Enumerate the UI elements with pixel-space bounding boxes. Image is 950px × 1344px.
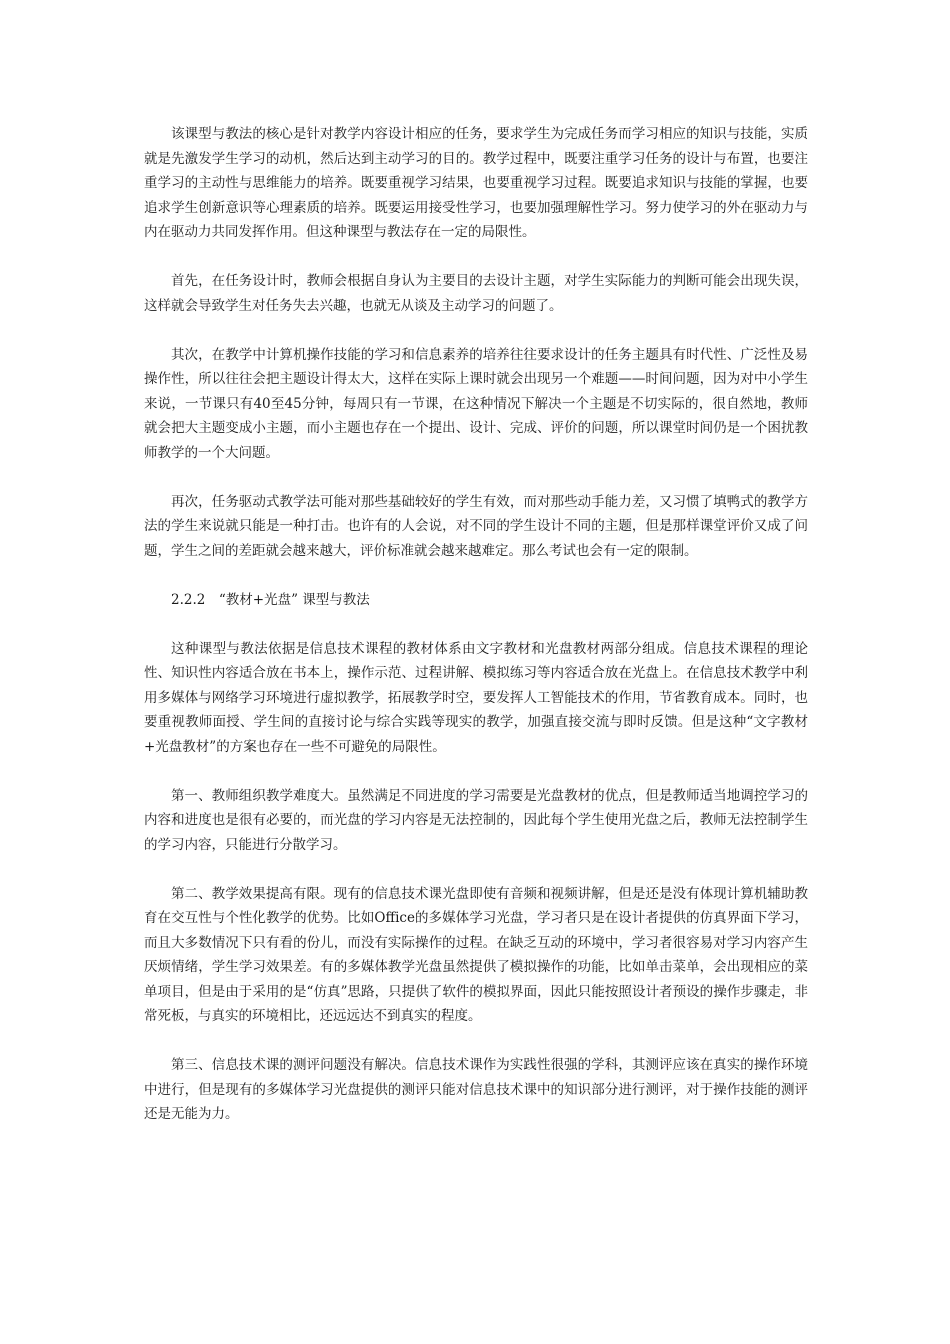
paragraph-point-one: 第一、教师组织教学难度大。虽然满足不同进度的学习需要是光盘教材的优点，但是教师适当地调控学习的内容和进度也是很有必要的，而光盘的学习内容是无法控制的，因此每个学生使用光盘之后，教师无法控制学生的学习内容，只能进行分散学习。	[144, 787, 808, 853]
section-heading: 2.2.2 “教材+光盘” 课型与教法	[171, 591, 370, 608]
paragraph-second-limitation: 其次，在教学中计算机操作技能的学习和信息素养的培养往往要求设计的任务主题具有时代性、广泛性及易操作性，所以往往会把主题设计得太大，这样在实际上课时就会出现另一个难题——时间问题，因为对中小学生来说，一节课只有40至45分钟，每周只有一节课，在这种情况下解决一个主题是不切实际的，很自然地，教师就会把大主题变成小主题，而小主题也存在一个提出、设计、完成、评价的问题，所以课堂时间仍是一个困扰教师教学的一个大问题。	[144, 346, 808, 461]
paragraph-textbook-disc-intro: 这种课型与教法依据是信息技术课程的教材体系由文字教材和光盘教材两部分组成。信息技术课程的理论性、知识性内容适合放在书本上，操作示范、过程讲解、模拟练习等内容适合放在光盘上。在信息技术教学中利用多媒体与网络学习环境进行虚拟教学，拓展教学时空，要发挥人工智能技术的作用，节省教育成本。同时，也要重视教师面授、学生间的直接讨论与综合实践等现实的教学，加强直接交流与即时反馈。但是这种“文字教材+光盘教材”的方案也存在一些不可避免的局限性。	[144, 640, 808, 755]
paragraph-point-three: 第三、信息技术课的测评问题没有解决。信息技术课作为实践性很强的学科，其测评应该在真实的操作环境中进行，但是现有的多媒体学习光盘提供的测评只能对信息技术课中的知识部分进行测评，对于操作技能的测评还是无能为力。	[144, 1057, 808, 1122]
paragraph-first-limitation: 首先，在任务设计时，教师会根据自身认为主要目的去设计主题，对学生实际能力的判断可能会出现失误，这样就会导致学生对任务失去兴趣，也就无从谈及主动学习的问题了。	[144, 273, 808, 314]
paragraph-third-limitation: 再次，任务驱动式教学法可能对那些基础较好的学生有效，而对那些动手能力差，又习惯了填鸭式的教学方法的学生来说就只能是一种打击。也许有的人会说，对不同的学生设计不同的主题，但是那样课堂评价又成了问题，学生之间的差距就会越来越大，评价标准就会越来越难定。那么考试也会有一定的限制。	[144, 493, 808, 559]
document-body	[144, 122, 808, 1151]
paragraph-point-two: 第二、教学效果提高有限。现有的信息技术课光盘即使有音频和视频讲解，但是还是没有体现计算机辅助教育在交互性与个性化教学的优势。比如Office的多媒体学习光盘，学习者只是在设计者提供的仿真界面下学习，而且大多数情况下只有看的份儿，而没有实际操作的过程。在缺乏互动的环境中，学习者很容易对学习内容产生厌烦情绪，学生学习效果差。有的多媒体教学光盘虽然提供了模拟操作的功能，比如单击菜单，会出现相应的菜单项目，但是由于采用的是“仿真”思路，只提供了软件的模拟界面，因此只能按照设计者预设的操作步骤走，非常死板，与真实的环境相比，还远远达不到真实的程度。	[144, 885, 808, 1024]
paragraph-task-driven-core: 该课型与教法的核心是针对教学内容设计相应的任务，要求学生为完成任务而学习相应的知识与技能，实质就是先激发学生学习的动机，然后达到主动学习的目的。教学过程中，既要注重学习任务的设计与布置，也要注重学习的主动性与思维能力的培养。既要重视学习结果，也要重视学习过程。既要追求知识与技能的掌握，也要追求学生创新意识等心理素质的培养。既要运用接受性学习，也要加强理解性学习。努力使学习的外在驱动力与内在驱动力共同发挥作用。但这种课型与教法存在一定的局限性。	[144, 126, 808, 240]
